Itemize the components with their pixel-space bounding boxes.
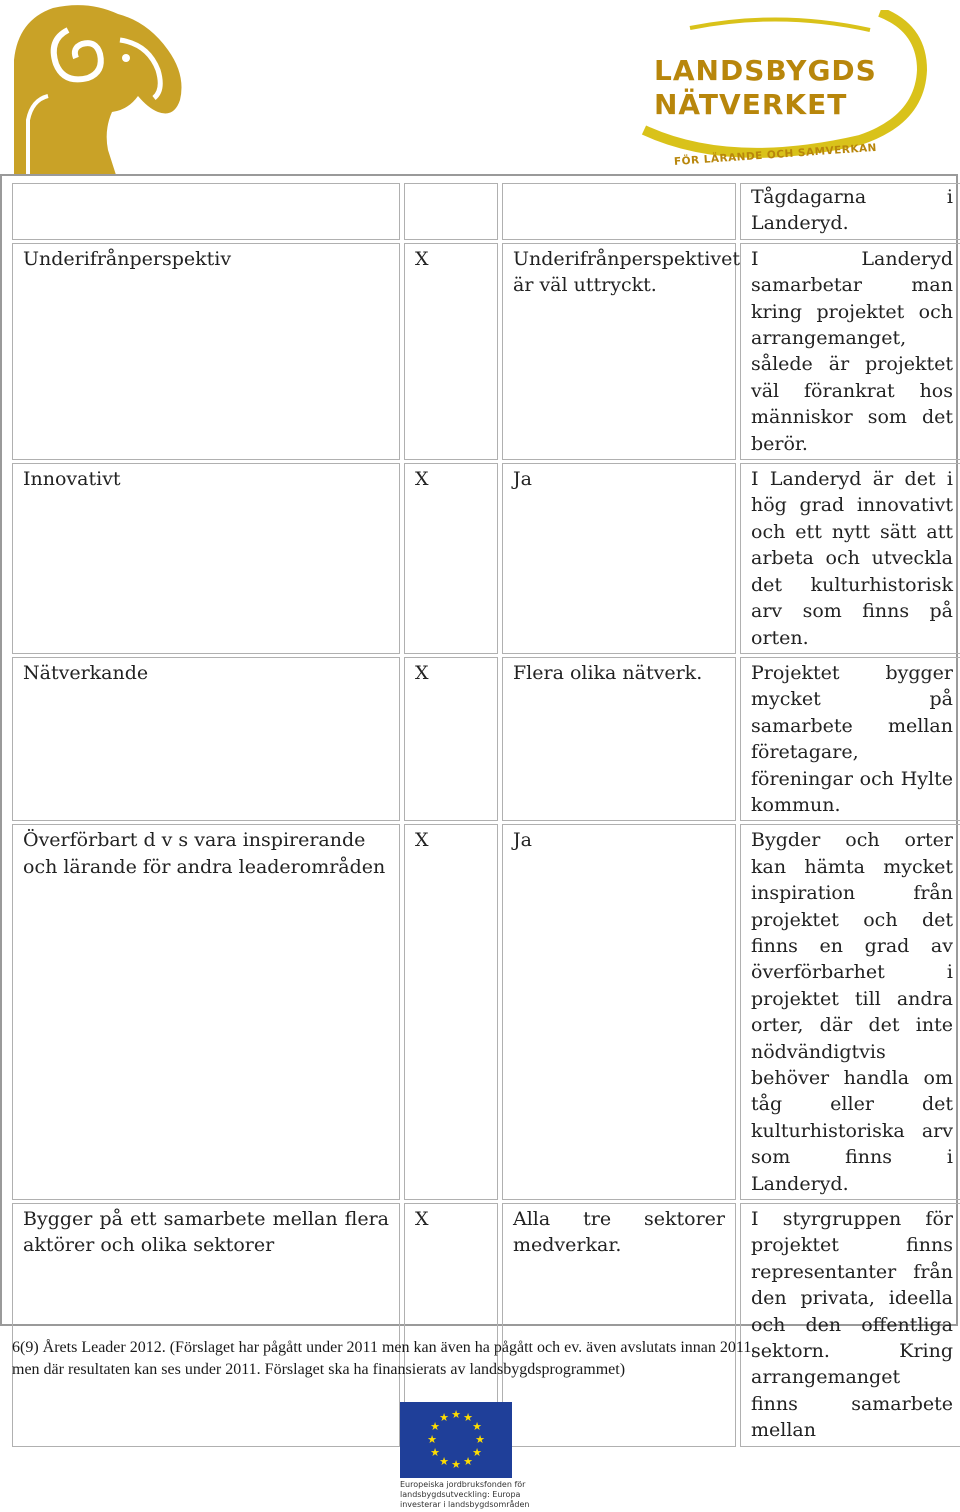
motivation-cell: I Landeryd är det i hög grad innovativt och ett nytt sätt att arbeta och utveckla det kulturhistorisk arv som finns på orten. [740, 463, 960, 654]
criterion-cell: Bygger på ett samarbete mellan flera aktörer och olika sektorer [12, 1203, 400, 1447]
mark-cell: X [404, 1203, 498, 1447]
motivation-cell: I styrgruppen för projektet finns representanter från den privata, ideella och den offentliga sektorn. Kring arrangemanget finns samarbete mellan [740, 1203, 960, 1447]
criteria-table [8, 180, 960, 1450]
criterion-cell: Överförbart d v s vara inspirerande och lärande för andra leaderområden [12, 824, 400, 1200]
mark-cell [404, 183, 498, 240]
comment-cell: Underifrånperspektivet är väl uttryckt. [502, 243, 736, 460]
mark-cell: X [404, 243, 498, 460]
svg-text:★: ★ [427, 1433, 437, 1446]
mark-cell: X [404, 824, 498, 1200]
svg-text:★: ★ [463, 1411, 473, 1424]
eu-caption-line: investerar i landsbygdsområden [400, 1500, 530, 1509]
table-row [12, 243, 960, 460]
logo-tagline: FÖR LÄRANDE OCH SAMVERKAN [673, 141, 878, 168]
table-row [12, 183, 960, 240]
criterion-cell: Underifrånperspektiv [12, 243, 400, 460]
page-header [0, 0, 960, 176]
motivation-cell: Bygder och orter kan hämta mycket inspiration från projektet och det finns en grad av överförbarhet i projektet till andra orter, där det inte nödvändigtvis behöver handla om tåg eller det kulturhistoriska arv som finns i Landeryd. [740, 824, 960, 1200]
svg-text:★: ★ [475, 1433, 485, 1446]
footnote-line2: men där resultaten kan ses under 2011. Förslaget ska ha finansierats av landsbygdsprogrammet) [12, 1361, 626, 1378]
comment-cell [502, 183, 736, 240]
table-row [12, 463, 960, 654]
svg-text:★: ★ [451, 1408, 461, 1421]
comment-cell: Alla tre sektorer medverkar. [502, 1203, 736, 1447]
svg-text:★: ★ [439, 1455, 449, 1468]
table-row [12, 824, 960, 1200]
svg-text:★: ★ [430, 1420, 440, 1433]
motivation-cell: I Landeryd samarbetar man kring projektet och arrangemanget, sålede är projektet väl förankrat hos människor som det berör. [740, 243, 960, 460]
svg-text:★: ★ [439, 1411, 449, 1424]
svg-text:★: ★ [472, 1446, 482, 1459]
svg-text:★: ★ [472, 1420, 482, 1433]
comment-cell: Flera olika nätverk. [502, 657, 736, 821]
eu-flag-icon [400, 1402, 512, 1478]
logo-line2: NÄTVERKET [654, 88, 848, 121]
mark-cell: X [404, 463, 498, 654]
eu-caption-line: Europeiska jordbruksfonden för [400, 1480, 526, 1489]
eu-caption-line: landsbygdsutveckling: Europa [400, 1490, 521, 1499]
criterion-cell: Innovativt [12, 463, 400, 654]
comment-cell: Ja [502, 824, 736, 1200]
eu-stars-icon [400, 1402, 512, 1478]
ram-logo-icon [8, 0, 188, 175]
motivation-cell: Tågdagarna i Landeryd. [740, 183, 960, 240]
svg-text:★: ★ [463, 1455, 473, 1468]
mark-cell: X [404, 657, 498, 821]
logo-line1: LANDSBYGDS [654, 54, 877, 87]
svg-text:★: ★ [451, 1458, 461, 1471]
landsbygdsnatverket-logo [630, 10, 930, 180]
eu-caption [400, 1480, 530, 1510]
comment-cell: Ja [502, 463, 736, 654]
criterion-cell [12, 183, 400, 240]
svg-text:★: ★ [430, 1446, 440, 1459]
footnote-line1: 6(9) Årets Leader 2012. (Förslaget har pågått under 2011 men kan även ha pågått och ev. även avslutats innan 2011, [12, 1339, 756, 1356]
footnote [12, 1337, 942, 1381]
motivation-cell: Projektet bygger mycket på samarbete mellan företagare, föreningar och Hylte kommun. [740, 657, 960, 821]
table-row [12, 657, 960, 821]
criterion-cell: Nätverkande [12, 657, 400, 821]
